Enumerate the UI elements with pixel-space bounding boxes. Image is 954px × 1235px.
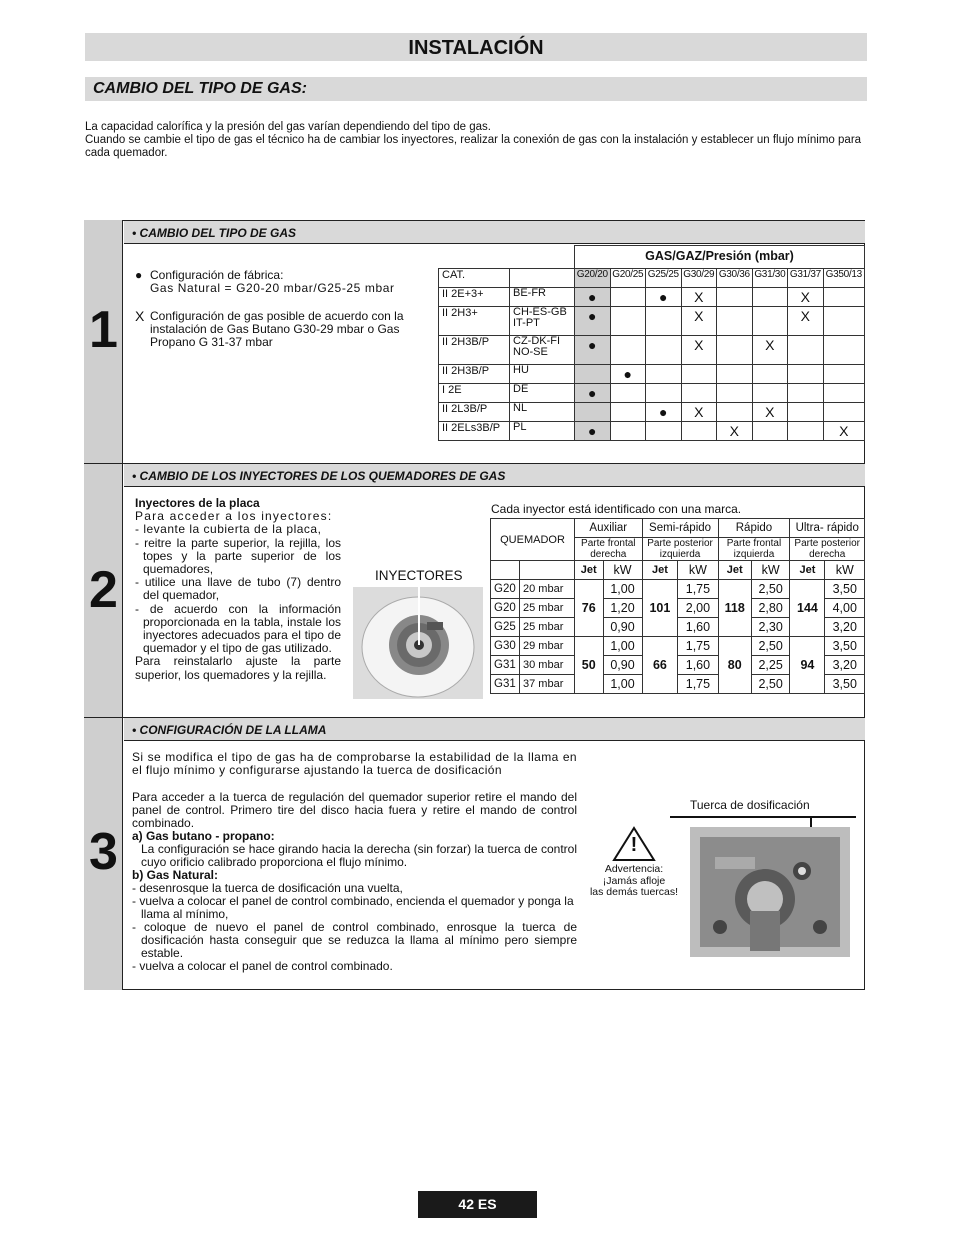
gas-cell [717,364,753,383]
kw-cell: 2,50 [751,637,790,656]
legend-factory: ● Configuración de fábrica: Gas Natural = G20-20 mbar/G25-25 mbar [135,268,395,295]
gas-cell: ● [610,364,646,383]
section-header-1: • CAMBIO DEL TIPO DE GAS [124,221,865,244]
gas-cell: X [752,335,788,364]
gas-cell [823,287,864,306]
gas-header: G30/36 [717,268,753,287]
gas-cell: ● [575,421,611,440]
gas-cell: ● [646,287,682,306]
kw-cell: 3,50 [825,675,865,694]
gas-cell [610,421,646,440]
gas-cell [610,287,646,306]
gas-cell [610,335,646,364]
warning-icon: ! [612,826,656,862]
gas-header: G20/25 [610,268,646,287]
burner-name: Rápido [718,519,790,538]
gas-cell [752,421,788,440]
gas-cell [823,335,864,364]
gas-cell [752,287,788,306]
burner-name: Ultra- rápido [790,519,865,538]
kw-cell: 3,20 [825,618,865,637]
gas-cell: ● [646,402,682,421]
gas-cell [788,383,824,402]
gas-cell: ● [575,306,611,335]
kw-cell: 1,75 [678,637,718,656]
gas-cell: G25 [491,618,520,637]
kw-cell: 0,90 [603,618,642,637]
gas-cell [788,335,824,364]
table-row [439,306,865,335]
kw-cell: 2,30 [751,618,790,637]
jet-cell: 118 [718,580,751,637]
cat-header: CAT. [439,268,510,287]
injector-instructions: Inyectores de la placa Para acceder a los inyectores: - levante la cubierta de la placa, - reitre la parte superior, la rejilla, los topes y la parte superior de los quemadores, - utilice una llave de tubo (7) dentro del quemador, - de acuerdo con la información proporcionada en la tabla, instale los inyectores adecuados para el tipo de quemador y el tipo de gas utilizado. Para reinstalarlo ajuste la parte superior, los quemadores y la rejilla. [135,496,341,682]
kw-cell: 2,25 [751,656,790,675]
kw-cell: 1,00 [603,637,642,656]
step-number-2: 2 [89,561,118,619]
gas-cell [788,364,824,383]
gas-cell [646,364,682,383]
section-subtitle: CAMBIO DEL TIPO DE GAS: [85,77,867,101]
gas-cell [717,335,753,364]
gas-header: G31/37 [788,268,824,287]
jet-cell: 76 [575,580,604,637]
jet-header: Jet [790,561,825,580]
cat-cell: II 2E+3+ [439,287,510,306]
burner-position: Parte frontal derecha [575,538,643,561]
gas-cell [575,364,611,383]
table-note: Cada inyector está identificado con una marca. [491,502,742,516]
injectors-photo-label: INYECTORES [375,568,463,583]
injectors-photo [353,587,483,699]
jet-header: Jet [642,561,678,580]
legend-possible: X Configuración de gas posible de acuerdo con la instalación de Gas Butano G30-29 mbar o Gas Propano G 31-37 mbar [135,308,404,349]
gas-cell [681,421,717,440]
pressure-cell: 29 mbar [520,637,575,656]
gas-cell [823,383,864,402]
nut-label: Tuerca de dosificación [690,798,810,812]
country-cell: BE-FR [510,287,575,306]
table-row [439,421,865,440]
cat-cell: II 2L3B/P [439,402,510,421]
country-cell: PL [510,421,575,440]
country-cell: DE [510,383,575,402]
cat-cell: II 2ELs3B/P [439,421,510,440]
gas-category-table [438,245,865,441]
gas-header: G350/13 [823,268,864,287]
kw-cell: 3,50 [825,580,865,599]
jet-header: Jet [718,561,751,580]
gas-cell: G31 [491,675,520,694]
table-row [439,402,865,421]
jet-cell: 144 [790,580,825,637]
gas-cell [646,421,682,440]
pressure-cell: 30 mbar [520,656,575,675]
pressure-cell: 25 mbar [520,599,575,618]
kw-cell: 1,60 [678,618,718,637]
section-header-3: • CONFIGURACIÓN DE LA LLAMA [124,718,865,741]
gas-cell: X [752,402,788,421]
gas-cell: G20 [491,580,520,599]
jet-cell: 94 [790,637,825,694]
gas-cell [610,402,646,421]
burner-position: Parte posterior derecha [790,538,865,561]
gas-cell [823,364,864,383]
gas-cell: G31 [491,656,520,675]
table-row [439,383,865,402]
injector-table [490,518,865,694]
kw-cell: 1,75 [678,580,718,599]
gas-cell: X [788,287,824,306]
jet-cell: 80 [718,637,751,694]
kw-cell: 2,50 [751,580,790,599]
kw-cell: 2,80 [751,599,790,618]
gas-cell [752,364,788,383]
burner-position: Parte frontal izquierda [718,538,790,561]
table-row [491,580,865,599]
gas-cell [788,402,824,421]
gas-cell [717,402,753,421]
kw-cell: 4,00 [825,599,865,618]
gas-cell: X [681,287,717,306]
kw-cell: 1,00 [603,580,642,599]
jet-cell: 101 [642,580,678,637]
gas-cell: X [681,306,717,335]
flame-instructions: Si se modifica el tipo de gas ha de comprobarse la estabilidad de la llama en el flujo mínimo y configurarse ajustando la tuerca de dosificación Para acceder a la tuerca de regulación del quemador superior retire el mando del panel de control. Primero tire del disco hacia fuera y retire el mando de control combinado. a) Gas butano - propano: La configuración se hace girando hacia la derecha (sin forzar) la tuerca de control cuyo orificio calibrado proporciona el flujo mínimo. b) Gas Natural: - desenrosque la tuerca de dosificación una vuelta, - vuelva a colocar el panel de control combinado, encienda el quemador y ponga la llama al mínimo, - coloque de nuevo el panel de control combinado, enrosque la tuerca de dosificación hasta conseguir que se reduzca la llama al mínimo pero siempre estable. - vuelva a colocar el panel de control combinado. [132,750,577,973]
kw-header: kW [825,561,865,580]
control-valve-photo [690,827,850,957]
gas-cell: ● [575,287,611,306]
country-cell: CH-ES-GB IT-PT [510,306,575,335]
gas-cell [717,306,753,335]
kw-cell: 1,20 [603,599,642,618]
gas-cell: X [681,335,717,364]
gas-cell [752,383,788,402]
table-row [439,364,865,383]
pressure-cell: 37 mbar [520,675,575,694]
burner-name: Auxiliar [575,519,643,538]
gas-cell [717,287,753,306]
gas-cell [646,306,682,335]
kw-cell: 0,90 [603,656,642,675]
warning-text: Advertencia: ¡Jamás afloje las demás tuercas! [589,863,679,898]
country-cell: CZ-DK-FI NO-SE [510,335,575,364]
cat-cell: II 2H3B/P [439,364,510,383]
page-number: 42 ES [418,1191,537,1218]
kw-cell: 1,60 [678,656,718,675]
gas-cell [788,421,824,440]
cat-cell: I 2E [439,383,510,402]
section-header-2: • CAMBIO DE LOS INYECTORES DE LOS QUEMADORES DE GAS [124,464,865,487]
pressure-cell: 25 mbar [520,618,575,637]
kw-header: kW [678,561,718,580]
gas-cell [823,402,864,421]
gas-cell [681,364,717,383]
gas-cell: G20 [491,599,520,618]
page-title: INSTALACIÓN [85,33,867,61]
table-title: GAS/GAZ/Presión (mbar) [575,246,865,269]
burner-name: Semi-rápido [642,519,718,538]
gas-header: G20/20 [575,268,611,287]
table-row [439,335,865,364]
pressure-cell: 20 mbar [520,580,575,599]
gas-cell: ● [575,383,611,402]
step-number-1: 1 [89,301,118,359]
gas-cell [646,383,682,402]
gas-cell: X [823,421,864,440]
gas-cell [681,383,717,402]
country-cell: HU [510,364,575,383]
gas-cell [823,306,864,335]
kw-cell: 3,50 [825,637,865,656]
gas-header: G30/29 [681,268,717,287]
gas-cell [610,383,646,402]
kw-cell: 3,20 [825,656,865,675]
step-number-3: 3 [89,823,118,881]
gas-cell: X [788,306,824,335]
burner-position: Parte posterior izquierda [642,538,718,561]
gas-cell: G30 [491,637,520,656]
burner-header: QUEMADOR [491,519,575,561]
gas-cell: X [717,421,753,440]
gas-cell [752,306,788,335]
gas-cell [575,402,611,421]
gas-header: G25/25 [646,268,682,287]
gas-cell [610,306,646,335]
kw-header: kW [603,561,642,580]
jet-cell: 50 [575,637,604,694]
cat-cell: II 2H3+ [439,306,510,335]
country-cell: NL [510,402,575,421]
kw-cell: 2,50 [751,675,790,694]
jet-cell: 66 [642,637,678,694]
kw-cell: 1,00 [603,675,642,694]
kw-cell: 2,00 [678,599,718,618]
pointer-line [670,816,856,818]
gas-cell [646,335,682,364]
table-row [439,287,865,306]
gas-cell: X [681,402,717,421]
kw-header: kW [751,561,790,580]
table-row [491,637,865,656]
gas-cell: ● [575,335,611,364]
gas-cell [717,383,753,402]
cat-cell: II 2H3B/P [439,335,510,364]
intro-text: La capacidad calorífica y la presión del gas varían dependiendo del tipo de gas. Cuando se cambie el tipo de gas el técnico ha de cambiar los inyectores, realizar la conexión de gas con la instalación y establecer un flujo mínimo para cada quemador. [85,121,862,159]
gas-header: G31/30 [752,268,788,287]
kw-cell: 1,75 [678,675,718,694]
jet-header: Jet [575,561,604,580]
